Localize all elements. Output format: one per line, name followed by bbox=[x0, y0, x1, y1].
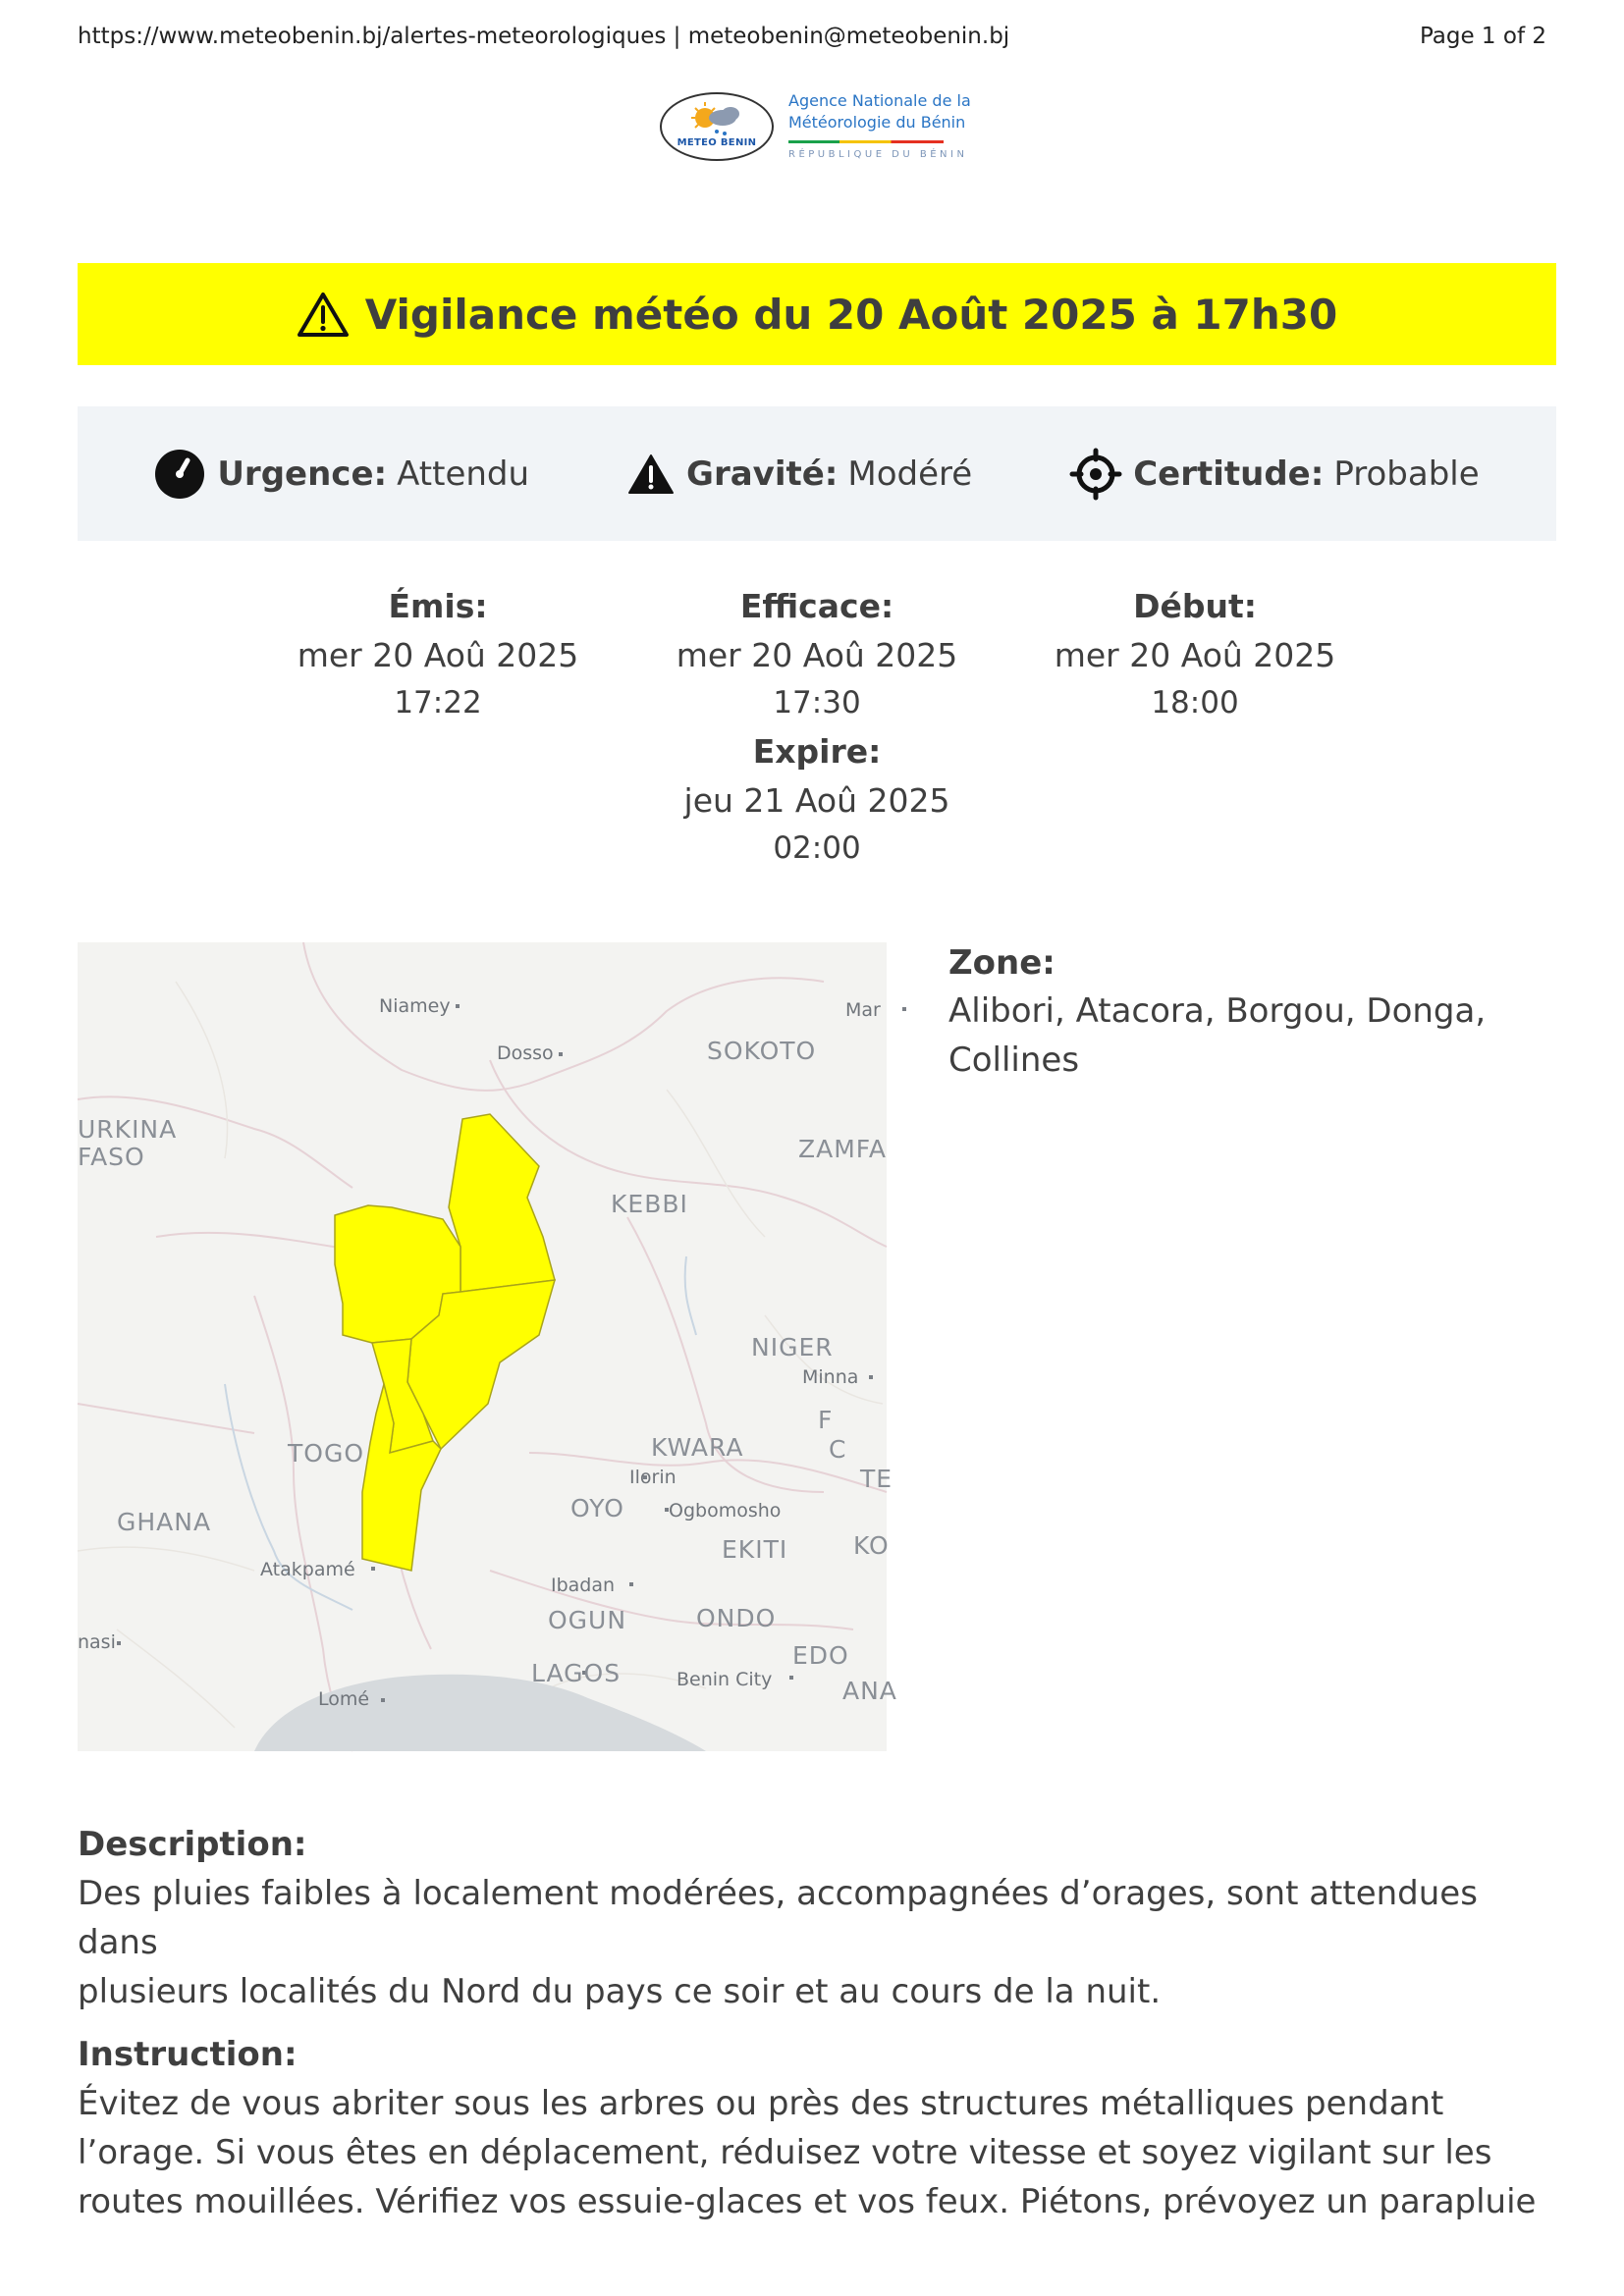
effective-date bbox=[660, 583, 974, 724]
alert-meta bbox=[78, 406, 1556, 541]
map-label-ana: ANA bbox=[842, 1677, 897, 1705]
map-label-ibadan: Ibadan bbox=[551, 1575, 616, 1596]
alert-map[interactable] bbox=[78, 942, 897, 1751]
urgency-value: Attendu bbox=[397, 454, 530, 494]
instruction-line: l’orage. Si vous êtes en déplacement, réduisez votre vitesse et soyez vigilant sur les bbox=[78, 2133, 1492, 2172]
map-label-edo: EDO bbox=[792, 1641, 849, 1670]
crosshair-icon bbox=[1070, 449, 1121, 500]
map-label-kwara: KWARA bbox=[651, 1433, 744, 1462]
map-label-benin-city: Benin City bbox=[677, 1669, 773, 1690]
source-url[interactable]: https://www.meteobenin.bj/alertes-meteorologiques | meteobenin@meteobenin.bj bbox=[78, 24, 1010, 49]
map-label-ko: KO bbox=[853, 1531, 890, 1560]
map-label-sokoto: SOKOTO bbox=[707, 1037, 817, 1065]
map-label-togo: TOGO bbox=[288, 1439, 364, 1468]
page-number: Page 1 of 2 bbox=[1419, 24, 1546, 49]
description-line: plusieurs localités du Nord du pays ce soir et au cours de la nuit. bbox=[78, 1972, 1162, 2011]
map-label-kebbi: KEBBI bbox=[611, 1190, 688, 1218]
map-label-atakpame: Atakpamé bbox=[260, 1559, 355, 1580]
expires-day: jeu 21 Aoû 2025 bbox=[683, 781, 950, 820]
instruction-label: Instruction: bbox=[78, 2035, 298, 2074]
map-label-ogun: OGUN bbox=[548, 1606, 627, 1634]
map-label-oyo: OYO bbox=[570, 1494, 624, 1522]
warning-triangle-icon bbox=[297, 291, 350, 338]
agency-name-line2: Météorologie du Bénin bbox=[788, 113, 966, 132]
certainty-value: Probable bbox=[1333, 454, 1480, 494]
issued-label: Émis: bbox=[388, 587, 488, 625]
onset-label: Début: bbox=[1133, 587, 1257, 625]
certainty-item bbox=[1070, 449, 1479, 500]
map-label-mar: Mar bbox=[845, 999, 881, 1021]
description-line: Des pluies faibles à localement modérées, accompagnées d’orages, sont attendues dans bbox=[78, 1874, 1478, 1962]
description-label: Description: bbox=[78, 1825, 307, 1864]
map-label-lome: Lomé bbox=[318, 1688, 370, 1710]
map-label-ogbomosho: Ogbomosho bbox=[669, 1500, 782, 1522]
map-label-te: TE bbox=[860, 1465, 893, 1493]
map-label-lagos: LAGOS bbox=[531, 1659, 622, 1687]
alert-title: Vigilance météo du 20 Août 2025 à 17h30 bbox=[364, 290, 1338, 339]
flag-stripe bbox=[788, 140, 944, 143]
instruction-line: Évitez de vous abriter sous les arbres ou près des structures métalliques pendant bbox=[78, 2084, 1444, 2123]
expires-label: Expire: bbox=[752, 732, 882, 771]
map-label-zamfara: ZAMFA bbox=[798, 1135, 887, 1163]
severity-label: Gravité: bbox=[686, 454, 839, 494]
map-label-burkina-1: URKINA bbox=[78, 1115, 178, 1144]
country-name: RÉPUBLIQUE DU BÉNIN bbox=[788, 149, 968, 160]
logo-badge bbox=[660, 92, 774, 161]
urgency-item bbox=[154, 449, 529, 500]
zone-value: Alibori, Atacora, Borgou, Donga, Collines bbox=[948, 991, 1487, 1080]
logo-badge-text: METEO BENIN bbox=[677, 137, 757, 148]
urgency-label: Urgence: bbox=[217, 454, 388, 494]
instruction-line: routes mouillées. Vérifiez vos essuie-glaces et vos feux. Piétons, prévoyez un parapluie bbox=[78, 2182, 1537, 2221]
severity-item bbox=[627, 454, 972, 495]
map-label-ekiti: EKITI bbox=[722, 1535, 788, 1564]
map-label-ilorin: Ilorin bbox=[629, 1467, 677, 1488]
map-label-ondo: ONDO bbox=[696, 1604, 777, 1632]
issued-time: 17:22 bbox=[394, 685, 482, 721]
instruction-section bbox=[78, 2030, 1556, 2226]
expires-date bbox=[660, 728, 974, 870]
onset-date bbox=[1038, 583, 1352, 724]
issued-day: mer 20 Aoû 2025 bbox=[297, 636, 579, 674]
sun-cloud-icon bbox=[662, 94, 772, 159]
severity-value: Modéré bbox=[847, 454, 973, 494]
map-label-minna: Minna bbox=[802, 1366, 859, 1388]
expires-time: 02:00 bbox=[773, 830, 861, 866]
map-label-niger: NIGER bbox=[751, 1333, 834, 1362]
effective-day: mer 20 Aoû 2025 bbox=[676, 636, 958, 674]
map-label-niamey: Niamey bbox=[379, 995, 451, 1017]
map-label-c: C bbox=[829, 1435, 847, 1464]
agency-logo bbox=[660, 86, 984, 171]
warning-icon bbox=[627, 454, 675, 495]
onset-day: mer 20 Aoû 2025 bbox=[1054, 636, 1336, 674]
clock-icon bbox=[154, 449, 205, 500]
effective-time: 17:30 bbox=[773, 685, 861, 721]
map-label-f: F bbox=[818, 1406, 834, 1434]
certainty-label: Certitude: bbox=[1133, 454, 1325, 494]
map-label-burkina-2: FASO bbox=[78, 1143, 145, 1171]
onset-time: 18:00 bbox=[1151, 685, 1239, 721]
agency-name-line1: Agence Nationale de la bbox=[788, 91, 971, 110]
description-section bbox=[78, 1820, 1556, 2016]
issued-date bbox=[281, 583, 595, 724]
map-label-ghana: GHANA bbox=[117, 1508, 212, 1536]
alert-banner bbox=[78, 263, 1556, 365]
zone-label: Zone: bbox=[948, 943, 1056, 983]
map-label-kumasi: nasi bbox=[78, 1631, 116, 1653]
map-label-dosso: Dosso bbox=[497, 1042, 554, 1064]
effective-label: Efficace: bbox=[739, 587, 894, 625]
